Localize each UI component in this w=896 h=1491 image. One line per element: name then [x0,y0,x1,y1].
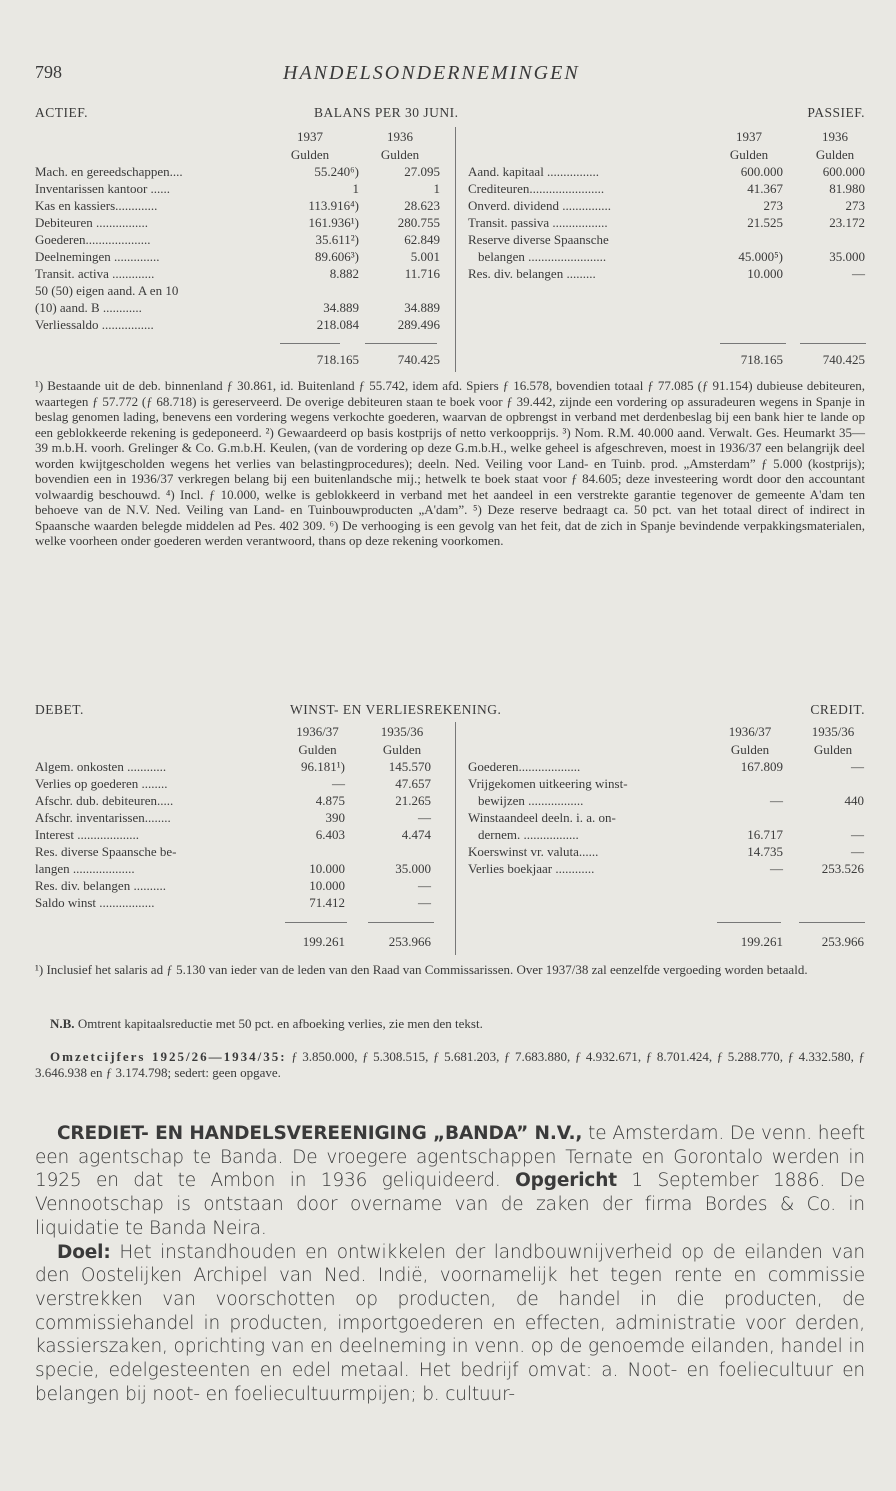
row-label: Goederen.................... [35,232,151,247]
row-label: 50 (50) eigen aand. A en 10 [35,283,179,298]
row-value-1936: 273 [845,198,865,213]
row-value-1: 4.875 [315,793,345,808]
row-value-1: 10.000 [309,878,345,893]
row-label: (10) aand. B ............ [35,300,142,315]
row-value-2: 253.526 [821,861,864,876]
row-value-1936: 81.980 [829,181,865,196]
company-name: CREDIET- EN HANDELSVEREENIGING „BANDA” N.V., [57,1123,583,1144]
pl-title: WINST- EN VERLIESREKENING. [290,702,502,717]
row-value-2: — [851,759,864,774]
row-value-1936: 280.755 [397,215,440,230]
row-value-2: 4.474 [401,827,431,842]
company-entry [35,1122,865,1406]
row-value-1: — [770,861,783,876]
row-value-1937: 1 [352,181,359,196]
turnover-figures [35,1049,865,1080]
row-value-1937: 161.936¹) [308,215,359,230]
balance-col-1936-right: 1936 [822,129,848,144]
balance-col-1937-right: 1937 [736,129,762,144]
row-value-1937: 34.889 [323,300,359,315]
opgericht-label: Opgericht [515,1170,617,1192]
balance-footnotes: ¹) Bestaande uit de deb. binnenland ƒ 30.861, id. Buitenland ƒ 55.742, idem afd. Spiers ƒ 16.578, bovendien totaal ƒ 77.085 (ƒ 91.154) dubieuse debiteuren, waartegen ƒ 57.772 (ƒ 68.718) is gereserveerd. De overige debiteuren staan te boek voor ƒ 39.442, zijnde een vordering op assuradeuren wegens in Spanje in beslag genomen lading, benevens een vordering wegens verkochte goederen, waarvan de opbrengst in verband met derdenbeslag bij een bank hier te lande op een geblokkeerde rekening is gedeponeerd. ²) Gewaardeerd op basis kostprijs of netto verkoopprijs. ³) Nom. R.M. 40.000 aand. Verwalt. Ges. Heumarkt 35—39 m.b.H. voorh. Grelinger & Co. G.m.b.H. Keulen, (van de vordering op deze G.m.b.H., welke geheel is afgeschreven, moest in 1936/37 een belangrijk deel worden kwijtgescholden wegens het verlies van belastingprocedures); deeln. Ned. Veiling voor Land- en Tuinb. prod. „Amsterdam” ƒ 5.000 (kostprijs); bovendien een in 1936/37 verkregen belang bij een buitenlandsche mij.; hetwelk te boek staat voor ƒ 84.605; deze investeering wordt door den accountant volwaardig beschouwd. ⁴) Incl. ƒ 10.000, welke is geblokkeerd in verband met het aandeel in een verstrekte garantie tegenover de gemeente A'dam ten behoeve van de N.V. Ned. Veiling van Land- en Tuinbouwproducten „A'dam”. ⁵) Deze reserve bedraagt ca. 50 pct. van het totaal direct of indirect in Spaansche waarden belegde middelen ad Pes. 402 309. ⁶) De verhooging is een gevolg van het feit, dat de zich in Spanje bevindende verpakkingsmaterialen, welke voorheen onder goederen werden verantwoord, thans op deze rekening voorkomen. [35,378,865,548]
total-value-1: 199.261 [740,934,783,949]
pl-unit-2-right: Gulden [813,742,853,757]
pl-unit-1-right: Gulden [730,742,770,757]
row-label: Vrijgekomen uitkeering winst- [468,776,628,791]
debet-total-rule-2 [368,922,434,923]
nb-label: N.B. [50,1016,75,1031]
row-value-1937: 113.916⁴) [308,198,359,213]
row-value-1: 16.717 [747,827,783,842]
row-value-1936: 5.001 [410,249,440,264]
row-label: Res. div. belangen .......... [35,878,166,893]
pl-footnote: ¹) Inclusief het salaris ad ƒ 5.130 van ieder van de leden van den Raad van Commissarissen. Over 1937/38 zal eenzelfde vergoeding worden betaald. [35,962,808,977]
row-value-1936: 28.623 [404,198,440,213]
actief-label: ACTIEF. [35,105,89,120]
nb-text: Omtrent kapitaalsreductie met 50 pct. en afboeking verlies, zie men den tekst. [77,1016,483,1031]
pl-col-2-right: 1935/36 [811,724,855,739]
row-label: Res. div. belangen ......... [468,266,596,281]
balance-col-1936-left: 1936 [387,129,413,144]
row-label: Mach. en gereedschappen.... [35,164,183,179]
row-value-1: 14.735 [747,844,783,859]
balance-divider [455,127,456,372]
pl-col-1-right: 1936/37 [728,724,772,739]
row-label: Res. diverse Spaansche be- [35,844,177,859]
balance-title: BALANS PER 30 JUNI. [314,105,459,120]
page-number: 798 [35,62,62,82]
row-value-1937: 89.606³) [315,249,359,264]
pl-col-2-left: 1935/36 [380,724,424,739]
turnover-text: ƒ 3.850.000, ƒ 5.308.515, ƒ 5.681.203, ƒ 7.683.880, ƒ 4.932.671, ƒ 8.701.424, ƒ 5.288.770, ƒ 4.332.580, ƒ 3.646.938 en ƒ 3.174.798; sedert: geen opgave. [35,1049,866,1080]
row-value-1937: 41.367 [747,181,783,196]
row-label: Debiteuren ................ [35,215,149,230]
row-value-1937: 218.084 [316,317,359,332]
row-label: Koerswinst vr. valuta...... [468,844,599,859]
row-label: Transit. passiva ................. [468,215,608,230]
row-value-2: 35.000 [395,861,431,876]
row-value-1936: 35.000 [829,249,865,264]
row-label: Onverd. dividend ............... [468,198,611,213]
opgericht-text: 1 September 1886. De Vennootschap is ontstaan door overname van de zaken der firma Bordes & Co. in liquidatie te Banda Neira. [35,1170,865,1239]
row-value-1936: 289.496 [397,317,440,332]
total-value-1937: 718.165 [316,352,359,367]
doel-label: Doel: [57,1241,111,1263]
row-label: Kas en kassiers............. [35,198,158,213]
passief-label: PASSIEF. [807,105,865,120]
row-value-1937: 35.611²) [315,232,359,247]
pl-unit-2-left: Gulden [382,742,422,757]
balance-unit-1936-right: Gulden [815,147,855,162]
row-value-2: — [418,878,431,893]
row-label: Verlies boekjaar ............ [468,861,595,876]
row-value-1937: 45.000⁵) [738,249,783,264]
row-value-1: 6.403 [315,827,345,842]
total-value-2: 253.966 [388,934,431,949]
row-value-1: 390 [325,810,345,825]
row-value-1: 96.181¹) [301,759,345,774]
row-label: Goederen................... [468,759,581,774]
row-value-2: 440 [844,793,864,808]
balance-unit-1936-left: Gulden [380,147,420,162]
row-value-1936: 27.095 [404,164,440,179]
pl-col-1-left: 1936/37 [296,724,339,739]
row-value-1936: 600.000 [822,164,865,179]
row-value-1937: 55.240⁶) [314,164,359,179]
row-label: Verlies op goederen ........ [35,776,168,791]
balance-unit-1937-left: Gulden [290,147,330,162]
row-label: Verliessaldo ................ [35,317,154,332]
company-intro: te Amsterdam. De venn. heeft een agentschap te Banda. De vroegere agentschappen Ternate en Gorontalo werden in 1925 en dat te Ambon in 1936 geliquideerd. [35,1123,865,1192]
row-value-1: 71.412 [309,895,345,910]
row-value-1937: 600.000 [740,164,783,179]
row-label: Crediteuren....................... [468,181,605,196]
total-value-2: 253.966 [821,934,864,949]
row-label: Algem. onkosten ............ [35,759,167,774]
row-value-1936: 34.889 [404,300,440,315]
row-value-2: — [418,810,431,825]
row-value-1: — [332,776,345,791]
total-value-1936: 740.425 [397,352,440,367]
row-value-1936: — [852,266,865,281]
row-value-1: — [770,793,783,808]
row-value-1937: 8.882 [329,266,359,281]
row-label: Interest ................... [35,827,139,842]
row-label: Transit. activa ............. [35,266,155,281]
balance-unit-1937-right: Gulden [729,147,769,162]
running-title: HANDELSONDERNEMINGEN [283,62,580,84]
row-label: Afschr. inventarissen........ [35,810,171,825]
row-value-1936: 23.172 [829,215,865,230]
doel-text: Het instandhouden en ontwikkelen der landbouwnijverheid op de eilanden van den Oostelijken Archipel van Ned. Indië, voornamelijk het tegen rente en commissie verstrekken van voorschotten op producten, de handel in die producten, de commissiehandel in producten, importgoederen en effecten, administratie voor derden, kassierszaken, oprichting van en deelneming in venn. op de genoemde eilanden, handel in specie, edelgesteenten en edel metaal. Het bedrijf omvat: a. Noot- en foeliecultuur en belangen bij noot- en foeliecultuurmpijen; b. cultuur- [35,1241,865,1405]
credit-total-rule-2 [799,922,865,923]
row-value-1937: 273 [763,198,783,213]
nb-note [50,1016,865,1032]
row-value-2: 145.570 [388,759,431,774]
row-label: dernem. ................. [478,827,579,842]
total-value-1936: 740.425 [822,352,865,367]
debet-total-rule-1 [285,922,347,923]
row-label: langen ................... [35,861,135,876]
actief-total-rule-1936 [365,343,437,344]
row-value-2: 47.657 [395,776,431,791]
row-value-1937: 10.000 [747,266,783,281]
row-label: belangen ........................ [478,249,607,264]
row-value-2: 21.265 [395,793,431,808]
row-label: Deelnemingen .............. [35,249,160,264]
total-value-1: 199.261 [302,934,345,949]
actief-total-rule-1937 [280,343,340,344]
row-value-1: 167.809 [740,759,783,774]
pl-divider [455,722,456,955]
passief-total-rule-1937 [720,343,786,344]
debet-label: DEBET. [35,702,84,717]
balance-col-1937-left: 1937 [297,129,323,144]
row-label: Aand. kapitaal ................ [468,164,600,179]
passief-total-rule-1936 [800,343,866,344]
row-label: Afschr. dub. debiteuren..... [35,793,174,808]
row-label: Inventarissen kantoor ...... [35,181,171,196]
row-label: Reserve diverse Spaansche [468,232,609,247]
row-label: Saldo winst ................. [35,895,155,910]
row-label: Winstaandeel deeln. i. a. on- [468,810,616,825]
row-value-1936: 1 [433,181,440,196]
row-value-1936: 11.716 [404,266,440,281]
row-value-2: — [851,844,864,859]
credit-label: CREDIT. [810,702,865,717]
row-value-2: — [851,827,864,842]
credit-total-rule-1 [717,922,781,923]
pl-unit-1-left: Gulden [298,742,337,757]
row-value-2: — [418,895,431,910]
row-value-1936: 62.849 [404,232,440,247]
row-value-1937: 21.525 [747,215,783,230]
total-value-1937: 718.165 [740,352,783,367]
turnover-label: Omzetcijfers 1925/26—1934/35: [50,1049,287,1064]
row-value-1: 10.000 [309,861,345,876]
row-label: bewijzen ................. [478,793,584,808]
